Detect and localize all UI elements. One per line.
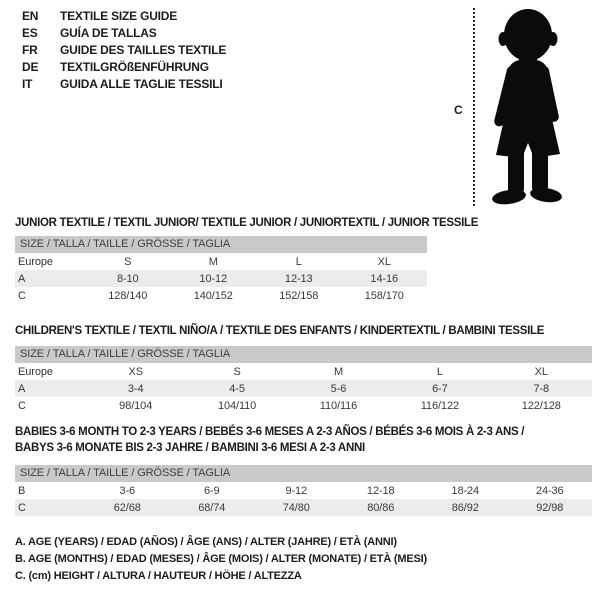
row-label: C xyxy=(18,399,26,412)
size-cell: 3-6 xyxy=(119,484,136,497)
size-cell: 158/170 xyxy=(364,289,404,302)
table-row xyxy=(15,380,592,397)
size-cell: 6-9 xyxy=(203,484,220,497)
size-cell: 24-36 xyxy=(535,484,564,497)
language-code: DE xyxy=(22,60,39,74)
table-row xyxy=(15,363,592,380)
size-cell: M xyxy=(208,255,218,268)
table-row xyxy=(15,253,427,270)
size-cell: XS xyxy=(128,365,143,378)
size-cell: L xyxy=(436,365,443,378)
language-row-de xyxy=(22,59,226,76)
language-code: ES xyxy=(22,26,38,40)
size-cell: 80/86 xyxy=(367,501,395,514)
size-cell: 62/68 xyxy=(113,501,141,514)
language-row-it xyxy=(22,76,226,93)
size-cell: 140/152 xyxy=(193,289,233,302)
size-cell: 98/104 xyxy=(119,399,153,412)
guide-title-en: TEXTILE SIZE GUIDE xyxy=(60,9,178,23)
size-cell: 12-13 xyxy=(284,272,313,285)
junior-size-table xyxy=(15,253,427,304)
section-title-line2: BABYS 3-6 MONATE BIS 2-3 JAHRE / BAMBINI 3-6 MESI A 2-3 ANNI xyxy=(15,442,365,454)
size-cell: 92/98 xyxy=(536,501,564,514)
row-label: Europe xyxy=(18,365,53,378)
note-age-months: B. AGE (MONTHS) / EDAD (MESES) / ÂGE (MOIS) / ALTER (MONATE) / ETÀ (MESI) xyxy=(15,553,427,565)
size-cell: M xyxy=(333,365,344,378)
language-code: FR xyxy=(22,43,38,57)
size-cell: S xyxy=(233,365,241,378)
guide-title-de: TEXTILGRÖßENFÜHRUNG xyxy=(60,60,209,74)
language-row-es xyxy=(22,25,226,42)
section-junior-textile xyxy=(15,215,479,304)
babies-size-table xyxy=(15,482,592,516)
size-cell: 10-12 xyxy=(199,272,228,285)
size-cell: 8-10 xyxy=(116,272,139,285)
language-row-en xyxy=(22,8,226,25)
size-cell: 6-7 xyxy=(432,382,448,395)
size-cell: 68/74 xyxy=(198,501,226,514)
size-cell: 7-8 xyxy=(533,382,550,395)
size-cell: 152/158 xyxy=(279,289,319,302)
size-header-bar: SIZE / TALLA / TAILLE / GRÖSSE / TAGLIA xyxy=(15,346,592,363)
row-label: Europe xyxy=(18,255,53,268)
note-age-years: A. AGE (YEARS) / EDAD (AÑOS) / ÂGE (ANS) / ALTER (JAHRE) / ETÀ (ANNI) xyxy=(15,536,397,548)
row-label: B xyxy=(18,484,26,497)
size-cell: 14-16 xyxy=(370,272,399,285)
section-title-line1: BABIES 3-6 MONTH TO 2-3 YEARS / BEBÉS 3-6 MESES A 2-3 AÑOS / BÉBÉS 3-6 MOIS À 2-3 ANS / xyxy=(15,426,525,438)
row-label: C xyxy=(18,501,26,514)
size-cell: 74/80 xyxy=(282,501,310,514)
size-cell: 5-6 xyxy=(330,382,347,395)
language-list xyxy=(22,8,226,93)
language-code: EN xyxy=(22,9,39,23)
height-measure-dotted-line xyxy=(473,8,475,206)
size-cell: 122/128 xyxy=(521,399,561,412)
table-row xyxy=(15,287,427,304)
table-row xyxy=(15,482,592,499)
table-row xyxy=(15,397,592,414)
section-title: CHILDREN'S TEXTILE / TEXTIL NIÑO/A / TEXTILE DES ENFANTS / KINDERTEXTIL / BAMBINI TESSILE xyxy=(15,325,545,337)
size-cell: 110/116 xyxy=(319,399,358,412)
size-cell: 86/92 xyxy=(451,501,479,514)
table-row xyxy=(15,270,427,287)
note-height-cm: C. (cm) HEIGHT / ALTURA / HAUTEUR / HÖHE / ALTEZZA xyxy=(15,570,302,582)
row-label: A xyxy=(18,382,26,395)
guide-title-fr: GUIDE DES TAILLES TEXTILE xyxy=(60,43,227,57)
size-cell: 116/122 xyxy=(420,399,459,412)
size-cell: 4-5 xyxy=(229,382,245,395)
size-cell: XL xyxy=(377,255,391,268)
guide-title-it: GUIDA ALLE TAGLIE TESSILI xyxy=(60,77,223,91)
row-label: A xyxy=(18,272,26,285)
size-header-bar: SIZE / TALLA / TAILLE / GRÖSSE / TAGLIA xyxy=(15,236,427,253)
size-cell: 3-4 xyxy=(127,382,144,395)
size-cell: XL xyxy=(534,365,548,378)
size-cell: 104/110 xyxy=(217,399,257,412)
size-cell: 9-12 xyxy=(285,484,308,497)
row-label: C xyxy=(18,289,26,302)
section-babies-textile xyxy=(15,424,592,516)
toddler-silhouette-icon xyxy=(482,8,577,206)
size-cell: 128/140 xyxy=(108,289,148,302)
size-header-bar: SIZE / TALLA / TAILLE / GRÖSSE / TAGLIA xyxy=(15,465,592,482)
legend-notes xyxy=(15,534,427,585)
size-cell: 12-18 xyxy=(366,484,395,497)
size-cell: L xyxy=(295,255,302,268)
size-cell: 18-24 xyxy=(451,484,480,497)
section-title: JUNIOR TEXTILE / TEXTIL JUNIOR/ TEXTILE JUNIOR / JUNIORTEXTIL / JUNIOR TESSILE xyxy=(15,217,479,229)
language-row-fr xyxy=(22,42,226,59)
section-childrens-textile xyxy=(15,323,592,414)
size-cell: S xyxy=(124,255,132,268)
table-row xyxy=(15,499,592,516)
childrens-size-table xyxy=(15,363,592,414)
height-measure-label: C xyxy=(454,103,463,117)
language-code: IT xyxy=(22,77,33,91)
guide-title-es: GUÍA DE TALLAS xyxy=(60,26,157,40)
